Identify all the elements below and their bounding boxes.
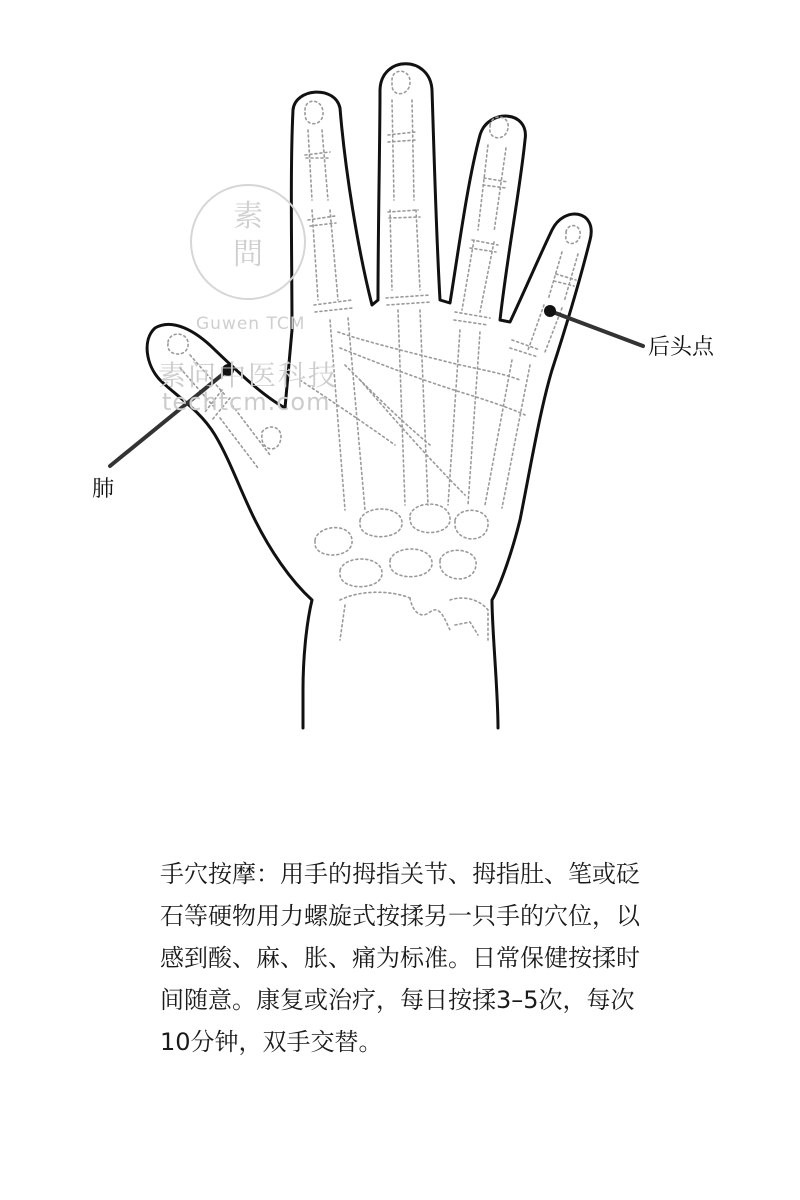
massage-instructions: 手穴按摩：用手的拇指关节、拇指肚、笔或砭石等硬物用力螺旋式按揉另一只手的穴位，以感到酸、麻、胀、痛为标准。日常保健按揉时间随意。康复或治疗，每日按揉3–5次，每次10分钟，双手交替。 — [160, 860, 640, 1056]
watermark-seal-glyphs: 素 問 — [233, 199, 263, 272]
acupoint-houtou — [544, 305, 643, 346]
hand-bones — [168, 71, 580, 640]
fei-point-marker — [222, 364, 234, 376]
houtou-point-marker — [544, 305, 556, 317]
watermark-site: techtcm.com — [162, 388, 331, 416]
fei-pointer-line — [110, 370, 228, 466]
watermark-brand-cn: 素问中医科技 — [158, 359, 339, 392]
watermark-brand-en: Guwen TCM — [196, 314, 306, 334]
label-fei-point: 肺 — [92, 477, 115, 502]
label-houtou-point: 后头点 — [648, 335, 715, 360]
